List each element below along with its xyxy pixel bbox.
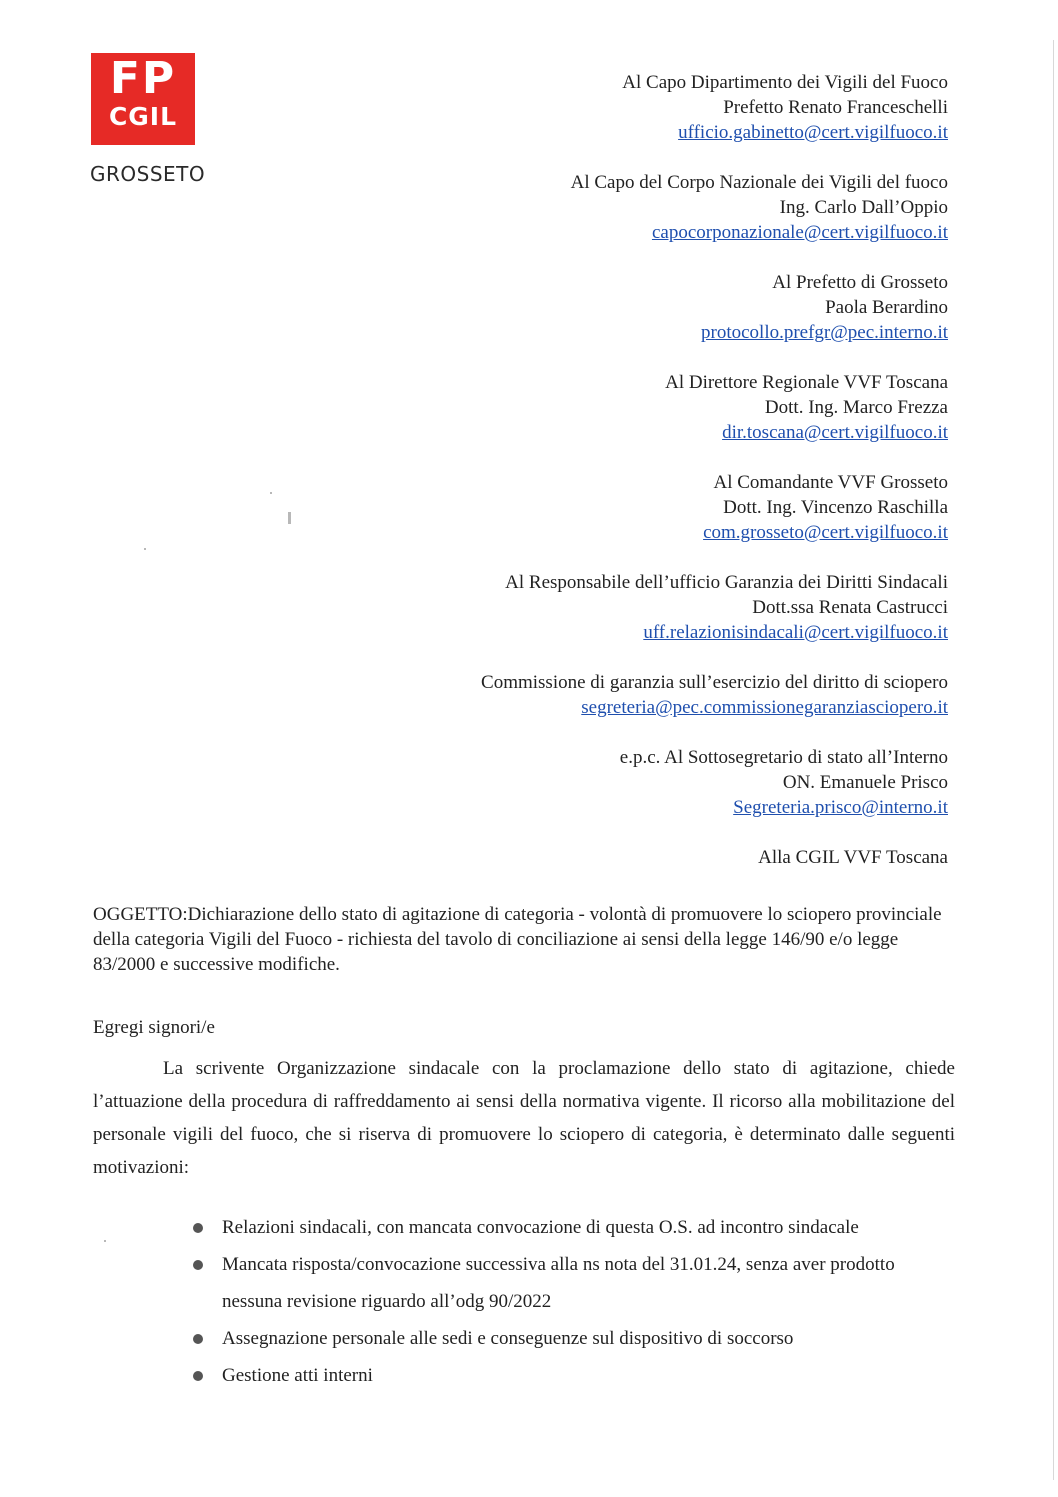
logo-fp-text: FP xyxy=(109,53,177,104)
bullet-dot-icon xyxy=(193,1223,203,1233)
recipient-email-link[interactable]: capocorponazionale@cert.vigilfuoco.it xyxy=(651,222,948,243)
scan-speck xyxy=(104,1240,106,1242)
recipient-email-link[interactable]: Segreteria.prisco@interno.it xyxy=(733,797,948,818)
recipient-line: Al Capo Dipartimento dei Vigili del Fuoco xyxy=(622,72,948,93)
bullet-dot-icon xyxy=(193,1371,203,1381)
recipient-email-link[interactable]: com.grosseto@cert.vigilfuoco.it xyxy=(703,522,948,543)
recipient-line: Al Prefetto di Grosseto xyxy=(772,272,948,293)
scan-speck xyxy=(288,512,291,524)
list-item-text: Gestione atti interni xyxy=(222,1365,373,1386)
recipient xyxy=(328,270,948,345)
motivations-list xyxy=(193,1209,953,1394)
recipient xyxy=(328,370,948,445)
greeting: Egregi signori/e xyxy=(93,1017,215,1038)
list-item-text: Relazioni sindacali, con mancata convocazione di questa O.S. ad incontro sindacale xyxy=(222,1217,859,1238)
recipient xyxy=(328,745,948,820)
bullet-dot-icon xyxy=(193,1334,203,1344)
body-paragraph: La scrivente Organizzazione sindacale con la proclamazione dello stato di agitazione, chiede l’attuazione della procedura di raffreddamento ai sensi della normativa vigente. Il ricorso alla mobilitazione del personale vigili del fuoco, che si riserva di promuovere lo sciopero di categoria, è determinato dalle seguenti motivazioni: xyxy=(93,1058,955,1178)
page-edge xyxy=(1053,40,1054,1480)
recipient-line: Alla CGIL VVF Toscana xyxy=(758,847,948,868)
logo-cgil-text: CGIL xyxy=(108,102,178,131)
logo-city: GROSSETO xyxy=(90,162,206,186)
recipient-line: Al Capo del Corpo Nazionale dei Vigili del fuoco xyxy=(570,172,948,193)
recipient xyxy=(328,670,948,720)
list-item-text: Assegnazione personale alle sedi e conseguenze sul dispositivo di soccorso xyxy=(222,1328,794,1349)
recipient-line: Al Comandante VVF Grosseto xyxy=(713,472,948,493)
recipient-email-link[interactable]: dir.toscana@cert.vigilfuoco.it xyxy=(722,422,948,443)
recipient-email-link[interactable]: protocollo.prefgr@pec.interno.it xyxy=(701,322,948,343)
recipient-line: Dott. Ing. Marco Frezza xyxy=(764,397,948,418)
recipient-line: Ing. Carlo Dall’Oppio xyxy=(779,197,948,218)
recipient xyxy=(328,470,948,545)
recipient-line: Paola Berardino xyxy=(825,297,948,318)
scan-speck xyxy=(270,492,272,494)
list-item xyxy=(193,1209,953,1246)
recipient-line: Al Responsabile dell’ufficio Garanzia dei Diritti Sindacali xyxy=(505,572,948,593)
recipient-line: ON. Emanuele Prisco xyxy=(782,772,948,793)
recipient xyxy=(328,570,948,645)
recipient-line: Commissione di garanzia sull’esercizio del diritto di sciopero xyxy=(481,672,948,693)
recipient-email-link[interactable]: segreteria@pec.commissionegaranziasciopero.it xyxy=(581,697,948,718)
recipient-email-link[interactable]: ufficio.gabinetto@cert.vigilfuoco.it xyxy=(678,122,948,143)
list-item xyxy=(193,1246,953,1320)
recipient-line: Prefetto Renato Franceschelli xyxy=(723,97,948,118)
recipient-email-link[interactable]: uff.relazionisindacali@cert.vigilfuoco.it xyxy=(643,622,948,643)
bullet-dot-icon xyxy=(193,1260,203,1270)
list-item xyxy=(193,1357,953,1394)
fp-cgil-logo xyxy=(91,53,195,145)
scan-speck xyxy=(144,548,146,550)
subject-paragraph: OGGETTO:Dichiarazione dello stato di agitazione di categoria - volontà di promuovere lo sciopero provinciale della categoria Vigili del Fuoco - richiesta del tavolo di conciliazione ai sensi della legge 146/90 e/o legge 83/2000 e successive modifiche. xyxy=(93,904,942,975)
recipient-line: e.p.c. Al Sottosegretario di stato all’Interno xyxy=(619,747,948,768)
recipient-final xyxy=(328,845,948,870)
recipient-line: Al Direttore Regionale VVF Toscana xyxy=(665,372,948,393)
recipient-line: Dott. Ing. Vincenzo Raschilla xyxy=(723,497,948,518)
recipient xyxy=(328,170,948,245)
recipients-block xyxy=(328,70,948,895)
list-item-text: Mancata risposta/convocazione successiva alla ns nota del 31.01.24, senza aver prodotto nessuna revisione riguardo all’odg 90/2022 xyxy=(222,1254,895,1312)
list-item xyxy=(193,1320,953,1357)
recipient xyxy=(328,70,948,145)
recipient-line: Dott.ssa Renata Castrucci xyxy=(752,597,948,618)
